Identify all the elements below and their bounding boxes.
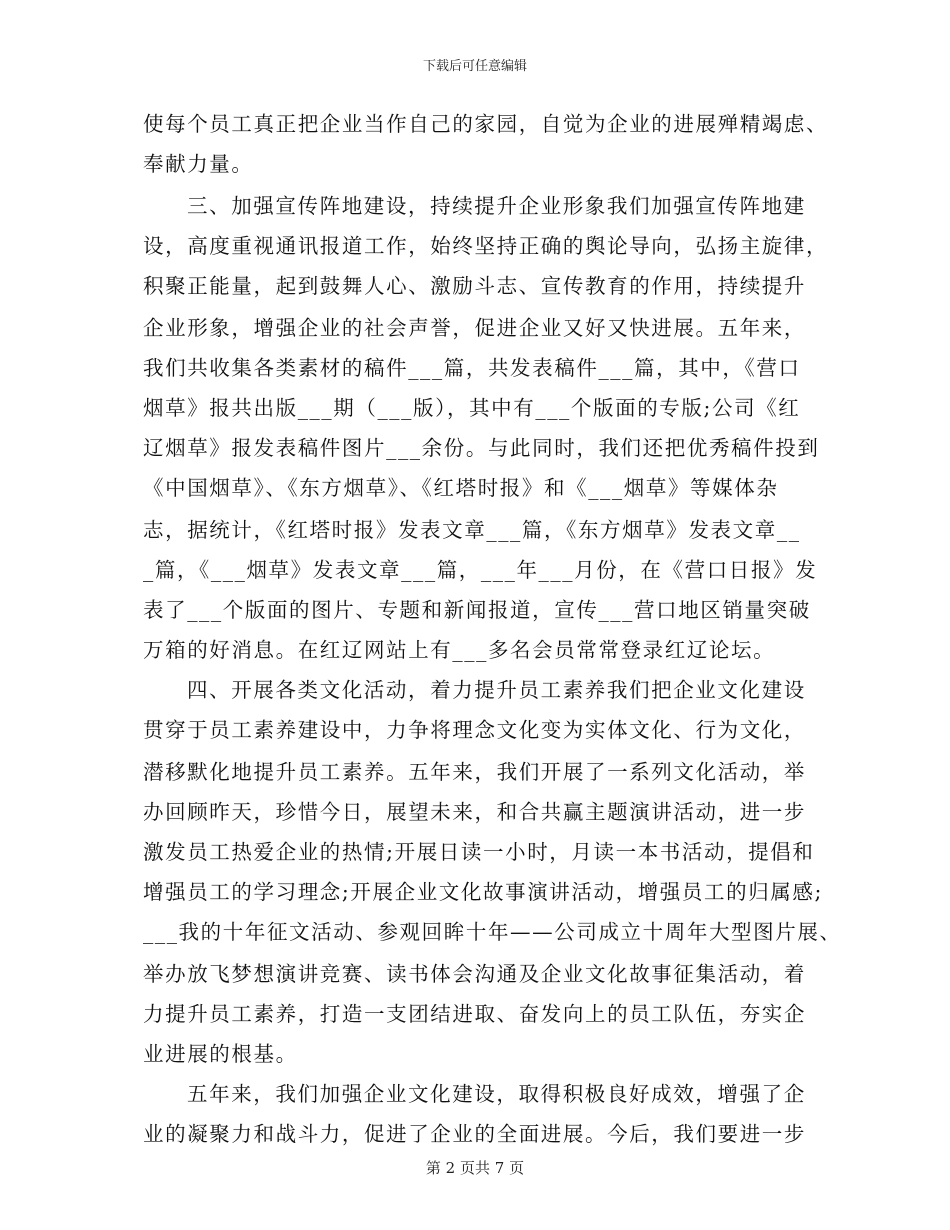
text-line: 志，据统计，《红塔时报》发表文章___篇，《东方烟草》发表文章__: [143, 518, 801, 542]
text-line: 举办放飞梦想演讲竞赛、读书体会沟通及企业文化故事征集活动，着: [143, 962, 806, 986]
text-line: 我们共收集各类素材的稿件___篇，共发表稿件___篇，其中，《营口: [143, 356, 801, 380]
text-line: 潜移默化地提升员工素养。五年来，我们开展了一系列文化活动，举: [143, 760, 806, 784]
text-line: 业的凝聚力和战斗力，促进了企业的全面进展。今后，我们要进一步: [143, 1122, 806, 1146]
page-footer: 第 2 页共 7 页: [425, 1159, 525, 1177]
text-line: 万箱的好消息。在红辽网站上有___多名会员常常登录红辽论坛。: [143, 638, 776, 662]
text-line: 增强员工的学习理念;开展企业文化故事演讲活动，增强员工的归属感;: [143, 880, 824, 904]
text-line: 辽烟草》报发表稿件图片___余份。与此同时，我们还把优秀稿件投到: [143, 436, 820, 460]
text-line: 奉献力量。: [143, 152, 254, 176]
text-line: ___我的十年征文活动、参观回眸十年——公司成立十周年大型图片展、: [143, 920, 842, 944]
paragraph-first-line: 四、开展各类文化活动，着力提升员工素养我们把企业文化建设: [187, 678, 806, 702]
text-line: 表了___个版面的图片、专题和新闻报道，宣传___营口地区销量突破: [143, 598, 811, 622]
page-header: 下载后可任意编辑: [422, 59, 527, 74]
text-line: 力提升员工素养，打造一支团结进取、奋发向上的员工队伍，夯实企: [143, 1002, 806, 1026]
text-line: 激发员工热爱企业的热情;开展日读一小时，月读一本书活动，提倡和: [143, 840, 815, 864]
text-line: 办回顾昨天，珍惜今日，展望未来，和合共赢主题演讲活动，进一步: [143, 800, 806, 824]
text-line: 积聚正能量，起到鼓舞人心、激励斗志、宣传教育的作用，持续提升: [143, 274, 806, 298]
text-line: 设，高度重视通讯报道工作，始终坚持正确的舆论导向，弘扬主旋律，: [143, 234, 829, 258]
paragraph-first-line: 五年来，我们加强企业文化建设，取得积极良好成效，增强了企: [187, 1082, 806, 1106]
text-line: 贯穿于员工素养建设中，力争将理念文化变为实体文化、行为文化，: [143, 718, 806, 742]
paragraph-first-line: 三、加强宣传阵地建设，持续提升企业形象我们加强宣传阵地建: [187, 194, 806, 218]
text-line: 使每个员工真正把企业当作自己的家园，自觉为企业的进展殚精竭虑、: [143, 112, 829, 136]
text-line: _篇，《___烟草》发表文章___篇，___年___月份，在《营口日报》发: [143, 558, 818, 582]
text-line: 企业形象，增强企业的社会声誉，促进企业又好又快进展。五年来，: [143, 316, 806, 340]
text-line: 烟草》报共出版___期（___版），其中有___个版面的专版;公司《红: [143, 396, 801, 420]
text-line: 《中国烟草》、《东方烟草》、《红塔时报》和《___烟草》等媒体杂: [143, 476, 779, 500]
text-line: 业进展的根基。: [143, 1042, 298, 1066]
